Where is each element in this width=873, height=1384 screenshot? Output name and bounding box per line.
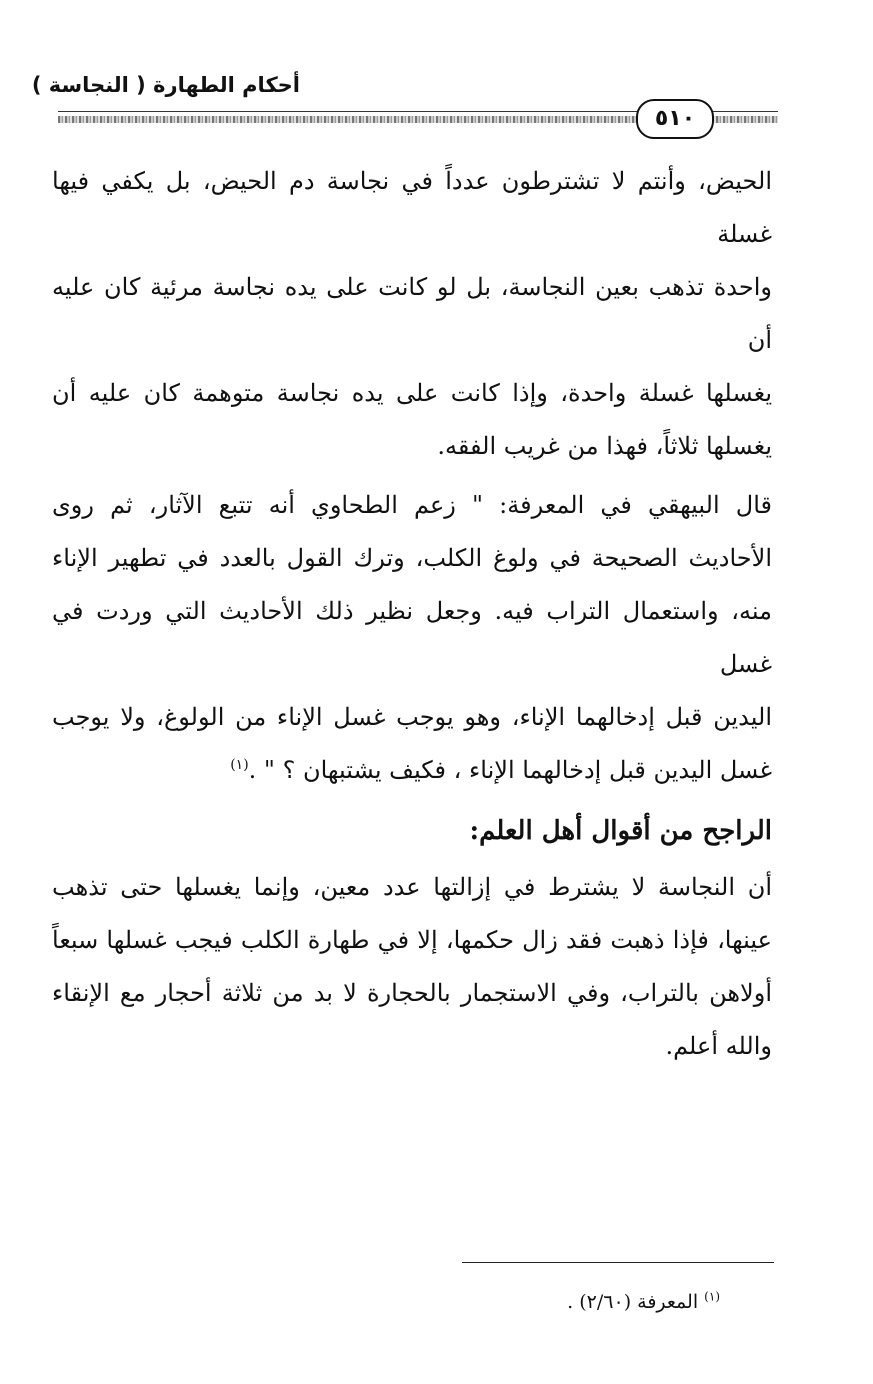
text-line-content: غسل اليدين قبل إدخالهما الإناء ، فكيف يشتبهان ؟ " . [248, 756, 772, 784]
paragraph-2 [52, 479, 772, 797]
text-line: أولاهن بالتراب، وفي الاستجمار بالحجارة لا بد من ثلاثة أحجار مع الإنقاء [52, 979, 772, 1007]
text-line: أن النجاسة لا يشترط في إزالتها عدد معين، وإنما يغسلها حتى تذهب [52, 873, 772, 901]
paragraph-1 [52, 155, 772, 473]
text-line: يغسلها ثلاثاً، فهذا من غريب الفقه. [437, 432, 772, 460]
text-line-with-footnote [52, 744, 772, 797]
text-line: الحيض، وأنتم لا تشترطون عدداً في نجاسة دم الحيض، بل يكفي فيها غسلة [52, 167, 772, 248]
footnote-marker: (١) [704, 1289, 720, 1304]
footnote-text: المعرفة (٢/٦٠) . [567, 1291, 699, 1313]
text-line: قال البيهقي في المعرفة: " زعم الطحاوي أنه تتبع الآثار، ثم روى [52, 491, 772, 519]
text-line: اليدين قبل إدخالهما الإناء، وهو يوجب غسل الإناء من الولوغ، ولا يوجب [52, 703, 772, 731]
paragraph-3 [52, 861, 772, 1073]
footnote [440, 1288, 720, 1316]
section-heading: الراجح من أقوال أهل العلم: [469, 816, 772, 846]
text-line: والله أعلم. [665, 1032, 772, 1060]
text-line: واحدة تذهب بعين النجاسة، بل لو كانت على يده نجاسة مرئية كان عليه أن [52, 273, 772, 354]
footnote-separator [462, 1262, 774, 1263]
page-number: ٥١٠ [636, 99, 714, 139]
running-head-title: أحكام الطهارة ( النجاسة ) [31, 73, 300, 97]
footnote-reference: (١) [230, 757, 249, 773]
text-line: الأحاديث الصحيحة في ولوغ الكلب، وترك القول بالعدد في تطهير الإناء [52, 544, 772, 572]
text-line: يغسلها غسلة واحدة، وإذا كانت على يده نجاسة متوهمة كان عليه أن [52, 379, 773, 407]
text-line: عينها، فإذا ذهبت فقد زال حكمها، إلا في طهارة الكلب فيجب غسلها سبعاً [52, 926, 772, 954]
body-text [52, 155, 772, 1073]
text-line: منه، واستعمال التراب فيه. وجعل نظير ذلك الأحاديث التي وردت في غسل [52, 597, 772, 678]
